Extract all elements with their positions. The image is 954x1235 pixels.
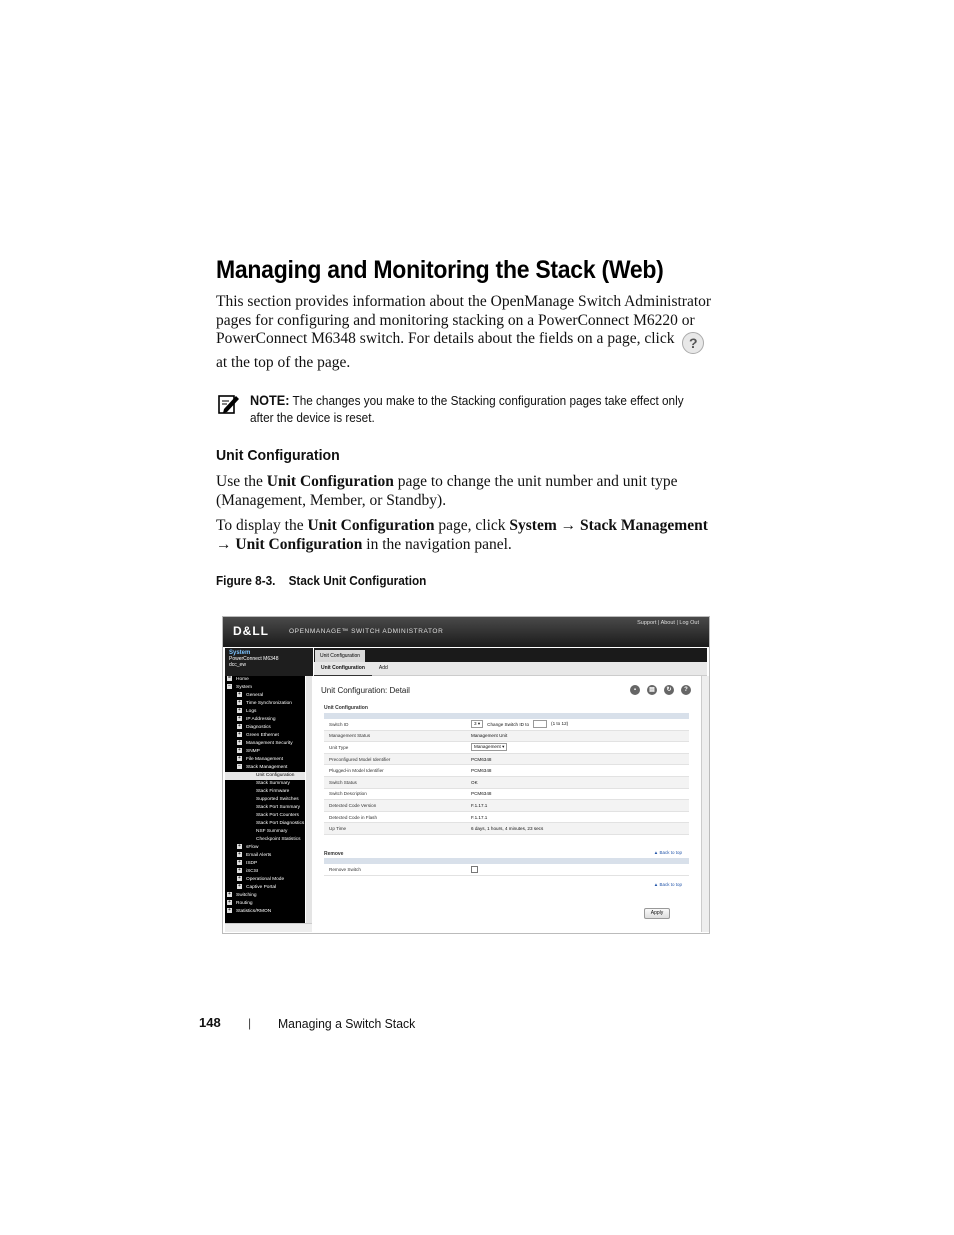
table-row: [324, 811, 689, 823]
expand-icon[interactable]: +: [238, 715, 241, 722]
row-value: PCM6348: [466, 765, 689, 777]
text: Use the: [216, 473, 263, 490]
content-scrollbar[interactable]: [701, 676, 709, 932]
leaf-icon[interactable]: [247, 772, 252, 777]
nav-item-label: Email Alerts: [246, 853, 272, 858]
nav-item-label: Green Ethernet: [246, 733, 279, 738]
nav-item-label: Routing: [236, 901, 253, 906]
content-panel: [314, 676, 700, 932]
nav-item[interactable]: [225, 868, 305, 876]
row-value: 6 days, 1 hours, 4 minutes, 23 secs: [466, 823, 689, 835]
nav-item-label: Switching: [236, 893, 257, 898]
nav-item[interactable]: [225, 876, 305, 884]
expand-icon[interactable]: +: [238, 843, 241, 850]
expand-icon[interactable]: +: [238, 851, 241, 858]
nav-item[interactable]: [225, 724, 305, 732]
bold-term: Unit Configuration: [266, 473, 394, 490]
tab-bar: [314, 648, 707, 662]
table-row: [324, 823, 689, 835]
nav-item-label: Logs: [246, 709, 257, 714]
nav-item-label: Captive Portal: [246, 885, 277, 890]
table-row: [324, 765, 689, 777]
expand-icon[interactable]: +: [238, 875, 241, 882]
nav-item-label: Unit Configuration: [256, 773, 295, 778]
bold-term: System: [509, 517, 557, 534]
nav-item[interactable]: [225, 700, 305, 708]
leaf-icon[interactable]: [247, 820, 252, 825]
expand-icon[interactable]: +: [238, 859, 241, 866]
change-switch-id-label: Change Switch ID to: [487, 721, 530, 727]
expand-icon[interactable]: +: [238, 739, 241, 746]
row-label: Unit Type: [324, 742, 466, 754]
nav-item[interactable]: [225, 884, 305, 892]
row-label: Switch Description: [324, 788, 466, 800]
nav-item[interactable]: [225, 804, 305, 812]
text: To display the: [216, 517, 304, 534]
nav-item-label: General: [246, 693, 264, 698]
remove-table: [324, 858, 689, 876]
row-value: F.1.17.1: [466, 800, 689, 812]
nav-item[interactable]: [225, 836, 305, 844]
remove-switch-checkbox[interactable]: [471, 866, 478, 873]
nav-item[interactable]: [225, 756, 305, 764]
nav-item-label: NSF Summary: [256, 829, 288, 834]
row-value: Management Unit: [466, 730, 689, 742]
section-heading: Unit Configuration: [216, 447, 340, 464]
subtab-unit-configuration[interactable]: Unit Configuration: [314, 662, 372, 677]
nav-item[interactable]: [225, 780, 305, 788]
unit-type-select[interactable]: Management ▾: [471, 743, 507, 751]
text: page, click: [438, 517, 506, 534]
remove-switch-label: Remove Switch: [324, 864, 466, 875]
leaf-icon[interactable]: [247, 836, 252, 841]
help-icon: ?: [682, 332, 704, 354]
nav-item[interactable]: [225, 716, 305, 724]
nav-item[interactable]: [225, 828, 305, 836]
paragraph-1: [216, 473, 716, 510]
row-label: Plugged-in Model Identifier: [324, 765, 466, 777]
bold-term: Unit Configuration: [307, 517, 435, 534]
dell-logo: D&LL: [233, 624, 269, 638]
select-value: Management: [474, 744, 501, 750]
back-to-top-link[interactable]: ▲ Back to top: [653, 850, 682, 855]
expand-icon[interactable]: +: [238, 747, 241, 754]
collapse-icon[interactable]: −: [228, 683, 231, 690]
nav-item-label: Management Security: [246, 741, 293, 746]
bold-term: Stack Management: [580, 517, 708, 534]
nav-item[interactable]: [225, 820, 305, 828]
nav-item[interactable]: [225, 740, 305, 748]
nav-item[interactable]: [225, 844, 305, 852]
row-value: OK: [466, 776, 689, 788]
help-icon[interactable]: ?: [681, 685, 691, 695]
intro-text-end: at the top of the page.: [216, 354, 351, 372]
side-header: [225, 648, 313, 676]
expand-icon[interactable]: +: [228, 907, 231, 914]
nav-item-label: Stack Port Counters: [256, 813, 299, 818]
note-pencil-icon: [218, 393, 240, 415]
row-label: Switch Status: [324, 776, 466, 788]
table-row: [324, 776, 689, 788]
table-row: [324, 719, 689, 730]
screenshot-figure: [222, 616, 710, 934]
table-row: [324, 788, 689, 800]
table-row: [324, 753, 689, 765]
row-label: Up Time: [324, 823, 466, 835]
tab-unit-configuration[interactable]: Unit Configuration: [315, 650, 365, 662]
leaf-icon[interactable]: [247, 788, 252, 793]
note-text: The changes you make to the Stacking configuration pages take effect only after the device is reset.: [250, 394, 684, 425]
subtab-add[interactable]: Add: [378, 665, 388, 671]
nav-item[interactable]: [225, 796, 305, 804]
switch-id-select[interactable]: 3 ▾: [471, 720, 483, 728]
header-links[interactable]: Support | About | Log Out: [637, 620, 699, 626]
nav-item-label: Checkpoint Statistics: [256, 837, 301, 842]
expand-icon[interactable]: +: [238, 691, 241, 698]
nav-item[interactable]: [225, 732, 305, 740]
expand-icon[interactable]: +: [238, 883, 241, 890]
nav-item-label: ISDP: [246, 861, 258, 866]
unit-config-section-header: Unit Configuration: [324, 705, 368, 711]
text: in the navigation panel.: [366, 535, 512, 553]
navigation-tree: [225, 676, 305, 923]
leaf-icon[interactable]: [247, 804, 252, 809]
leaf-icon[interactable]: [247, 780, 252, 785]
expand-icon[interactable]: +: [238, 731, 241, 738]
nav-item-label: Stack Port Summary: [256, 805, 300, 810]
table-row: [324, 742, 689, 754]
nav-item-label: Statistics/RMON: [236, 909, 272, 914]
nav-item-label: Stack Firmware: [256, 789, 290, 794]
expand-icon[interactable]: +: [238, 707, 241, 714]
nav-item-label: Home: [236, 677, 249, 682]
new-switch-id-input[interactable]: [533, 720, 547, 728]
expand-icon[interactable]: +: [238, 867, 241, 874]
page-title: Managing and Monitoring the Stack (Web): [216, 256, 664, 284]
arrow: →: [216, 535, 232, 553]
apply-button[interactable]: Apply: [644, 908, 670, 919]
print-icon[interactable]: ▤: [647, 685, 657, 695]
figure-title: Stack Unit Configuration: [288, 574, 427, 588]
page-number: 148: [199, 1015, 221, 1030]
row-value: PCM6348: [466, 788, 689, 800]
save-icon[interactable]: ▪: [630, 685, 640, 695]
nav-item-label: Stack Management: [246, 765, 288, 770]
nav-item[interactable]: [225, 692, 305, 700]
nav-item-label: File Management: [246, 757, 284, 762]
nav-item[interactable]: [225, 676, 305, 684]
nav-item-label: sFlow: [246, 845, 259, 850]
footer-text: Managing a Switch Stack: [278, 1016, 416, 1031]
nav-item[interactable]: [225, 900, 305, 908]
nav-item-label: Operational Mode: [246, 877, 285, 882]
row-value: F.1.17.1: [466, 811, 689, 823]
back-to-top-link[interactable]: ▲ Back to top: [653, 882, 682, 887]
nav-item-label: Stack Summary: [256, 781, 290, 786]
intro-paragraph: [216, 293, 716, 373]
select-value: 3: [474, 721, 477, 727]
nav-item[interactable]: [225, 892, 305, 900]
bold-term: Unit Configuration: [235, 535, 363, 553]
arrow: →: [560, 517, 577, 534]
content-title: Unit Configuration: Detail: [321, 686, 410, 695]
leaf-icon[interactable]: [247, 796, 252, 801]
row-label: Management Status: [324, 730, 466, 742]
nav-item[interactable]: [225, 860, 305, 868]
nav-item-label: Diagnostics: [246, 725, 271, 730]
expand-icon[interactable]: +: [238, 699, 241, 706]
expand-icon[interactable]: +: [238, 723, 241, 730]
row-value: [466, 719, 689, 730]
paragraph-2: [216, 517, 716, 554]
row-label: Detected Code in Flash: [324, 811, 466, 823]
row-value: [466, 742, 689, 754]
collapse-icon[interactable]: −: [238, 763, 241, 770]
nav-horizontal-scrollbar[interactable]: [225, 923, 312, 932]
remove-section-header: Remove: [324, 851, 344, 857]
nav-item[interactable]: [225, 764, 305, 772]
leaf-icon[interactable]: [247, 828, 252, 833]
model-label: PowerConnect M6348: [229, 656, 279, 662]
leaf-icon[interactable]: [247, 812, 252, 817]
expand-icon[interactable]: +: [228, 899, 231, 906]
nav-item[interactable]: [225, 908, 305, 916]
nav-item[interactable]: [225, 812, 305, 820]
row-label: Preconfigured Model Identifier: [324, 753, 466, 765]
nav-item[interactable]: [225, 708, 305, 716]
nav-item-label: SNMP: [246, 749, 260, 754]
table-row: [324, 730, 689, 742]
nav-scrollbar[interactable]: [306, 676, 312, 923]
nav-item[interactable]: [225, 772, 305, 780]
expand-icon[interactable]: +: [238, 755, 241, 762]
row-label: Switch ID: [324, 719, 466, 730]
refresh-icon[interactable]: ↻: [664, 685, 674, 695]
nav-item-label: Time Synchronization: [246, 701, 292, 706]
nav-item-label: Supported Switches: [256, 797, 299, 802]
sub-tabs: [314, 662, 707, 676]
unit-config-table: [324, 713, 689, 835]
nav-item[interactable]: [225, 788, 305, 796]
expand-icon[interactable]: +: [228, 891, 231, 898]
nav-item[interactable]: [225, 852, 305, 860]
range-label: (1 to 12): [551, 721, 569, 727]
nav-item-label: IP Addressing: [246, 717, 276, 722]
nav-item-label: Stack Port Diagnostics: [256, 821, 305, 826]
note-box: [250, 392, 692, 427]
collapse-icon[interactable]: =: [228, 676, 231, 682]
intro-text: This section provides information about the OpenManage Switch Administrator pages for configuring and monitoring stacking on a PowerConnect M6220 or PowerConnect M6348 switch. For details about the fields on a page, click: [216, 293, 712, 348]
nav-item[interactable]: [225, 748, 305, 756]
nav-item-label: iSCSI: [246, 869, 259, 874]
note-label: NOTE:: [250, 393, 290, 408]
figure-number: Figure 8-3.: [216, 574, 276, 588]
row-value: PCM6348: [466, 753, 689, 765]
figure-caption: [216, 574, 426, 588]
product-name: OPENMANAGE™ SWITCH ADMINISTRATOR: [289, 628, 444, 635]
text: page to change the unit number and unit type (Management, Member, or Standby).: [216, 473, 678, 509]
user-label: dcc_ew: [229, 662, 246, 668]
row-label: Detected Code Version: [324, 800, 466, 812]
app-banner: [223, 617, 709, 647]
nav-item-label: System: [236, 685, 252, 690]
footer-separator: |: [248, 1016, 252, 1030]
table-row: [324, 800, 689, 812]
nav-item[interactable]: [225, 684, 305, 692]
system-link[interactable]: System: [229, 650, 251, 656]
